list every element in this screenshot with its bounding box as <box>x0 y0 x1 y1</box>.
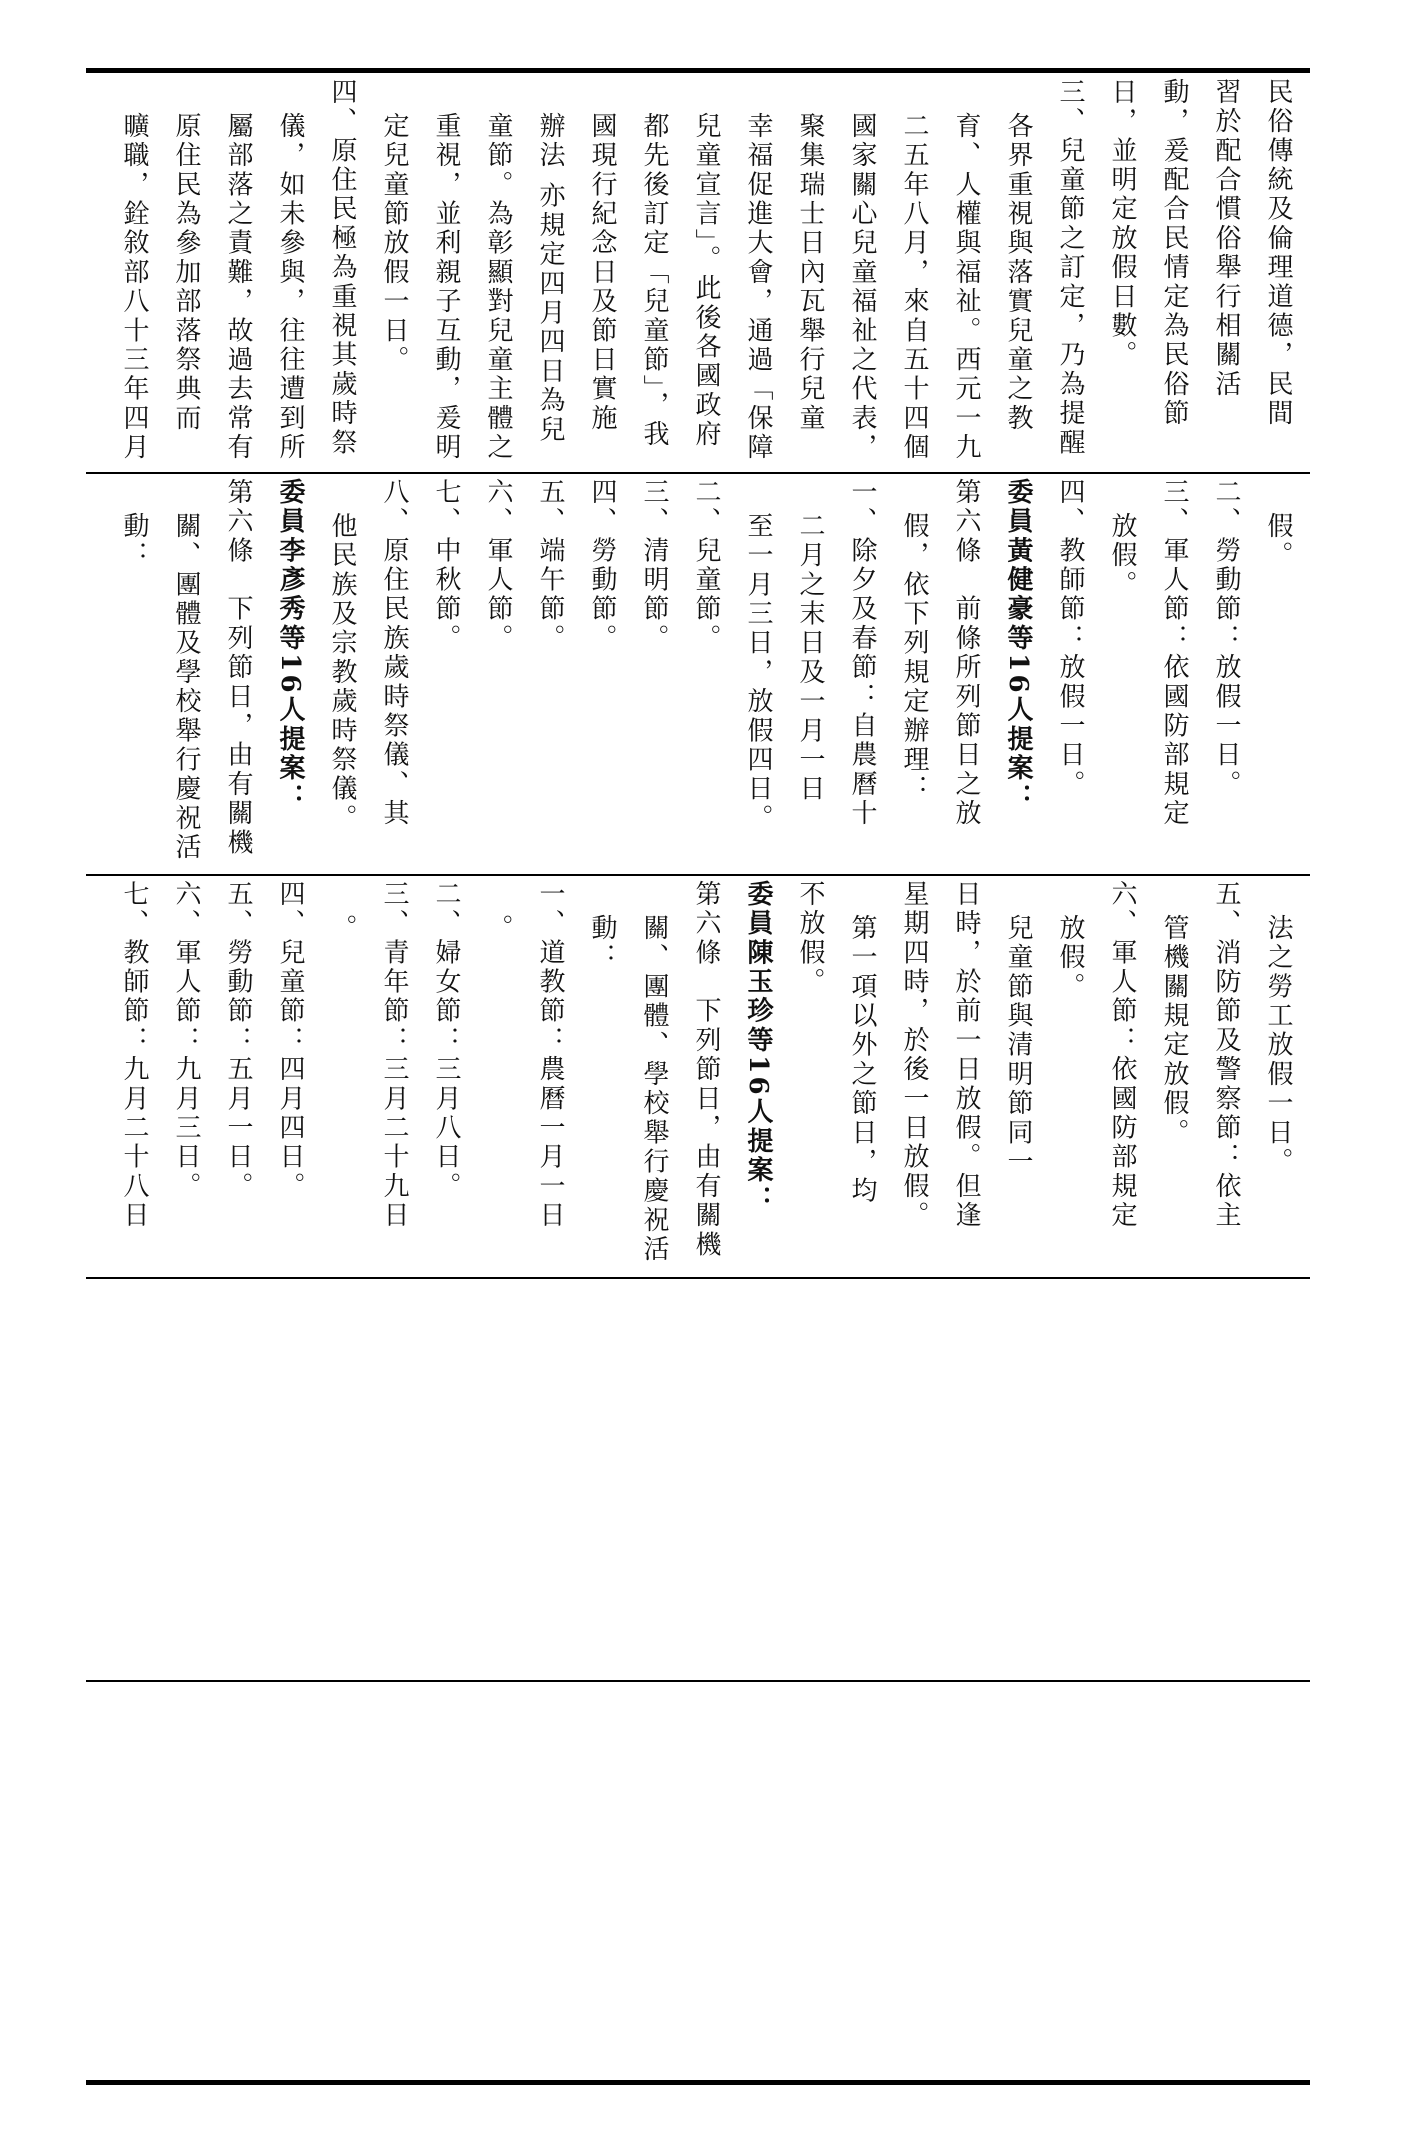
text-column: 動： <box>587 914 617 973</box>
text-column: 聚集瑞士日內瓦舉行兒童 <box>795 112 825 434</box>
text-column: 四、勞動節。 <box>587 478 617 654</box>
text-column: 。 <box>483 914 513 944</box>
text-column: 八、原住民族歲時祭儀、其 <box>379 478 409 829</box>
proposal-heading: 委員李彥秀等16人提案： <box>275 478 305 813</box>
text-band-2 <box>86 474 1310 874</box>
text-column: 二、勞動節：放假一日。 <box>1211 478 1241 800</box>
text-column: 原住民為參加部落祭典而 <box>171 112 201 434</box>
text-column: 關、團體及學校舉行慶祝活 <box>171 512 201 863</box>
text-column: 六、軍人節：依國防部規定 <box>1107 880 1137 1231</box>
text-column: 七、教師節：九月二十八日 <box>119 880 149 1231</box>
text-column: 假。 <box>1263 512 1293 571</box>
text-column: 星期四時，於後一日放假。 <box>899 880 929 1231</box>
text-column: 三、軍人節：依國防部規定 <box>1159 478 1189 829</box>
text-column: 一、除夕及春節：自農曆十 <box>847 478 877 829</box>
text-column: 管機關規定放假。 <box>1159 914 1189 1148</box>
text-column: 。 <box>327 914 357 944</box>
text-column: 定兒童節放假一日。 <box>379 112 409 375</box>
text-column: 至一月三日，放假四日。 <box>743 512 773 834</box>
text-column: 四、兒童節：四月四日。 <box>275 880 305 1202</box>
band2-columns <box>86 478 1304 870</box>
text-column: 二月之末日及一月一日 <box>795 512 825 804</box>
text-column: 第一項以外之節日，均 <box>847 914 877 1206</box>
text-column: 一、道教節：農曆一月一日 <box>535 880 565 1231</box>
text-column: 不放假。 <box>795 880 825 997</box>
proposal-heading: 委員黃健豪等16人提案： <box>1003 478 1033 813</box>
empty-band-5 <box>86 1682 1310 2080</box>
text-column: 重視，並利親子互動，爰明 <box>431 112 461 463</box>
text-column: 六、軍人節。 <box>483 478 513 654</box>
text-band-3 <box>86 876 1310 1277</box>
text-column: 六、軍人節：九月三日。 <box>171 880 201 1202</box>
text-column: 儀，如未參與，往往遭到所 <box>275 112 305 463</box>
text-column: 四、原住民極為重視其歲時祭 <box>327 78 357 458</box>
text-column: 二、婦女節：三月八日。 <box>431 880 461 1202</box>
text-column: 二五年八月，來自五十四個 <box>899 112 929 463</box>
text-column: 三、青年節：三月二十九日 <box>379 880 409 1231</box>
text-column: 動，爰配合民情定為民俗節 <box>1159 78 1189 429</box>
band3-columns <box>86 880 1304 1273</box>
text-column: 二、兒童節。 <box>691 478 721 654</box>
text-column: 第六條 前條所列節日之放 <box>951 478 981 829</box>
text-column: 國現行紀念日及節日實施 <box>587 112 617 434</box>
text-column: 假，依下列規定辦理： <box>899 512 929 804</box>
text-column: 關、團體、學校舉行慶祝活 <box>639 914 669 1265</box>
text-band-1 <box>86 74 1310 472</box>
empty-band-4 <box>86 1279 1310 1680</box>
text-column: 屬部落之責難，故過去常有 <box>223 112 253 463</box>
text-column: 四、教師節：放假一日。 <box>1055 478 1085 800</box>
text-column: 三、兒童節之訂定，乃為提醒 <box>1055 78 1085 458</box>
text-column: 日時，於前一日放假。但逢 <box>951 880 981 1231</box>
text-column: 兒童宣言」。此後各國政府 <box>691 112 721 450</box>
text-column: 第六條 下列節日，由有關機 <box>223 478 253 858</box>
text-column: 辦法 亦規定四月四日為兒 <box>535 112 565 445</box>
text-column: 五、勞動節：五月一日。 <box>223 880 253 1202</box>
text-column: 日，並明定放假日數。 <box>1107 78 1137 370</box>
text-column: 各界重視與落實兒童之教 <box>1003 112 1033 434</box>
text-column: 放假。 <box>1107 512 1137 600</box>
text-column: 他民族及宗教歲時祭儀。 <box>327 512 357 834</box>
text-column: 法之勞工放假一日。 <box>1263 914 1293 1177</box>
text-column: 育、人權與福祉。西元一九 <box>951 112 981 463</box>
text-column: 七、中秋節。 <box>431 478 461 654</box>
text-column: 童節。為彰顯對兒童主體之 <box>483 112 513 463</box>
text-column: 習於配合慣俗舉行相關活 <box>1211 78 1241 400</box>
text-column: 幸福促進大會，通過「保障 <box>743 112 773 463</box>
text-column: 三、清明節。 <box>639 478 669 654</box>
top-rule <box>86 68 1310 73</box>
text-column: 民俗傳統及倫理道德，民間 <box>1263 78 1293 429</box>
text-column: 五、消防節及警察節：依主 <box>1211 880 1241 1231</box>
text-column: 五、端午節。 <box>535 478 565 654</box>
band1-columns <box>86 78 1304 468</box>
text-column: 國家關心兒童福祉之代表， <box>847 112 877 463</box>
text-column: 放假。 <box>1055 914 1085 1002</box>
text-column: 兒童節與清明節同一 <box>1003 914 1033 1177</box>
bottom-rule <box>86 2080 1310 2085</box>
text-column: 曠職，銓敘部八十三年四月 <box>119 112 149 463</box>
proposal-heading: 委員陳玉珍等16人提案： <box>743 880 773 1215</box>
text-column: 動： <box>119 512 149 571</box>
text-column: 都先後訂定「兒童節」，我 <box>639 112 669 450</box>
text-column: 第六條 下列節日，由有關機 <box>691 880 721 1260</box>
